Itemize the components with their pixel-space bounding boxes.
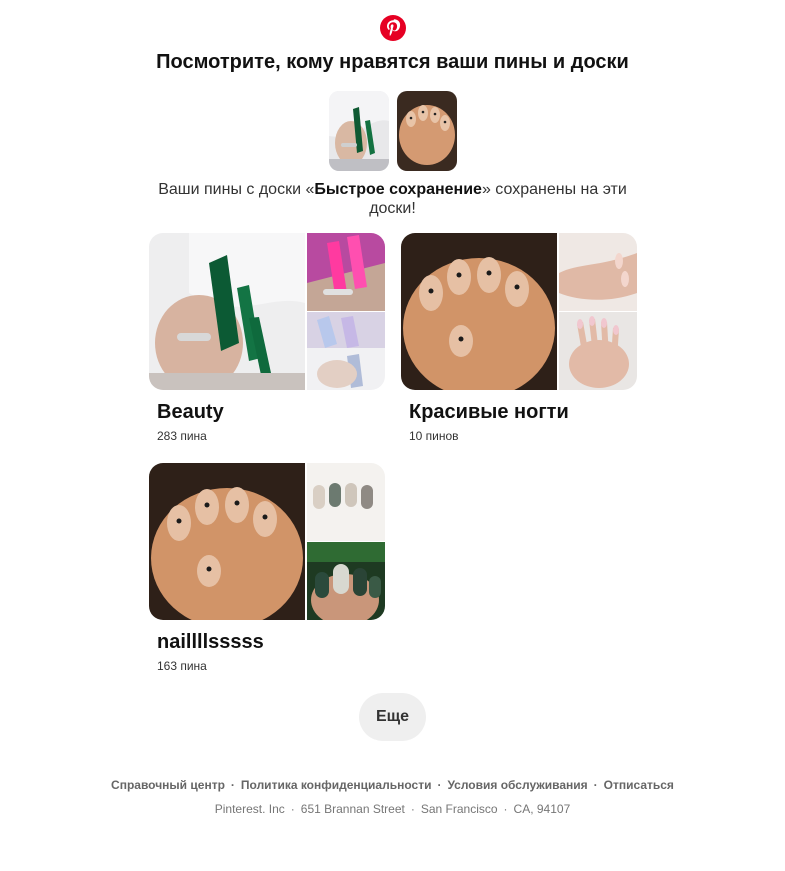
footer-link-unsubscribe[interactable]: Отписаться	[603, 778, 674, 792]
board-pin-count: 10 пинов	[409, 429, 459, 443]
footer-separator: ·	[410, 802, 415, 816]
board-main-image	[149, 233, 305, 390]
board-side-image-top	[307, 233, 385, 311]
board-card-beautiful-nails[interactable]	[401, 233, 637, 443]
footer-city: San Francisco	[420, 802, 498, 816]
footer-separator: ·	[503, 802, 508, 816]
page-title: Посмотрите, кому нравятся ваши пины и доски	[156, 51, 629, 73]
footer-link-help-center[interactable]: Справочный центр	[111, 778, 225, 792]
saved-message	[150, 180, 635, 218]
pin-thumbnail-green-nails[interactable]	[329, 91, 389, 171]
board-cover[interactable]	[149, 463, 385, 620]
board-cover[interactable]	[149, 233, 385, 390]
board-name[interactable]: Beauty	[157, 401, 224, 423]
saved-message-suffix: » сохранены на эти доски!	[369, 181, 627, 217]
footer-separator: ·	[230, 778, 235, 792]
board-main-image	[401, 233, 557, 390]
footer-link-terms-of-service[interactable]: Условия обслуживания	[447, 778, 588, 792]
board-side-image-bottom	[559, 312, 637, 390]
board-pin-count: 283 пина	[157, 429, 207, 443]
board-card-beauty[interactable]	[149, 233, 385, 443]
board-pin-count: 163 пина	[157, 659, 207, 673]
board-side-image-top	[307, 463, 385, 541]
footer-link-privacy-policy[interactable]: Политика конфиденциальности	[240, 778, 432, 792]
saved-message-prefix: Ваши пины с доски «	[158, 181, 315, 198]
board-name[interactable]: naillllsssss	[157, 631, 264, 653]
footer-separator: ·	[593, 778, 598, 792]
more-button[interactable]: Еще	[359, 693, 426, 741]
board-side-image-bottom	[307, 312, 385, 390]
footer-address	[0, 802, 785, 816]
footer-separator: ·	[290, 802, 295, 816]
board-main-image	[149, 463, 305, 620]
pinterest-logo-icon[interactable]	[380, 15, 406, 41]
footer-separator: ·	[437, 778, 442, 792]
footer-company: Pinterest. Inc	[214, 802, 285, 816]
footer-links	[0, 778, 785, 792]
source-board-name[interactable]: Быстрое сохранение	[314, 181, 482, 198]
board-card-naillllsssss[interactable]	[149, 463, 385, 673]
board-side-image-top	[559, 233, 637, 311]
board-side-image-bottom	[307, 542, 385, 620]
board-name[interactable]: Красивые ногти	[409, 401, 569, 423]
board-cover[interactable]	[401, 233, 637, 390]
footer-street: 651 Brannan Street	[300, 802, 405, 816]
footer-state-zip: CA, 94107	[513, 802, 571, 816]
pin-thumbnail-nude-nails[interactable]	[397, 91, 457, 171]
